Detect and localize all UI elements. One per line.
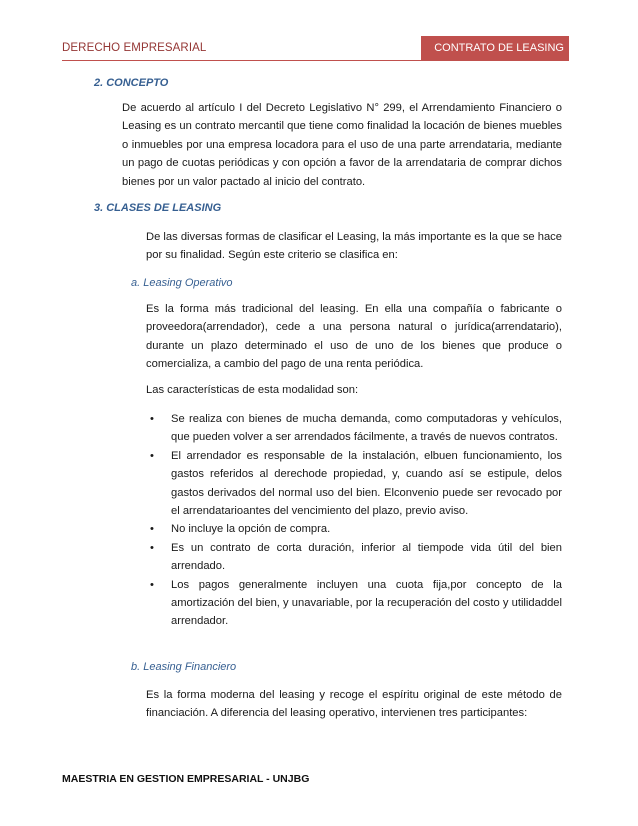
caracteristicas-list [146, 410, 562, 631]
header-left-title: DERECHO EMPRESARIAL [62, 42, 207, 54]
concepto-paragraph: De acuerdo al artículo I del Decreto Legislativo N° 299, el Arrendamiento Financiero o Leasing es un contrato mercantil que tiene como finalidad la locación de bienes muebles o inmuebles por una empresa locadora para el uso de una parte arrendataria, mediante un pago de cuotas periódicas y con opción a favor de la arrendataria de comprar dichos bienes por un valor pactado al inicio del contrato. [122, 102, 562, 188]
financiero-paragraph: Es la forma moderna del leasing y recoge el espíritu original de este método de financiación. A diferencia del leasing operativo, intervienen tres participantes: [146, 689, 562, 720]
subsection-title-leasing-financiero: b. Leasing Financiero [131, 661, 237, 673]
list-item-text: Es un contrato de corta duración, inferior al tiempode vida útil del bien arrendado. [171, 541, 562, 573]
bullet-icon: • [150, 523, 154, 536]
bullet-icon: • [150, 449, 154, 462]
section-title-concepto: 2. CONCEPTO [94, 77, 169, 89]
header-divider [62, 60, 569, 61]
list-item-text: El arrendador es responsable de la instalación, elbuen funcionamiento, los gastos referidos al derechode propiedad, y, cuando así se estipule, delos gastos derivados del normal uso del bien. Elconvenio puede ser revocado por el arrendatarioantes del vencimiento del plazo, previo aviso. [171, 449, 562, 518]
list-item-text: Los pagos generalmente incluyen una cuota fija,por concepto de la amortización del bien, y unavariable, por la recuperación del costo y utilidaddel arrendador. [171, 578, 562, 628]
bullet-icon: • [150, 541, 154, 554]
section-title-clases: 3. CLASES DE LEASING [94, 202, 222, 214]
list-item [146, 576, 562, 631]
operativo-paragraph: Es la forma más tradicional del leasing. En ella una compañía o fabricante o proveedora(arrendador), cede a una persona natural o jurídica(arrendatario), durante un plazo determinado el uso de uno de los bienes que produce o comercializa, a cambio del pago de una renta periódica. [146, 303, 562, 371]
footer-text: MAESTRIA EN GESTION EMPRESARIAL - UNJBG [62, 773, 310, 785]
list-item [146, 520, 562, 538]
list-item [146, 447, 562, 521]
list-item-text: Se realiza con bienes de mucha demanda, como computadoras y vehículos, que pueden volver a ser arrendados fácilmente, a través de nuevos contratos. [171, 413, 562, 444]
bullet-icon: • [150, 413, 154, 425]
subsection-title-leasing-operativo: a. Leasing Operativo [131, 277, 233, 289]
list-item [146, 410, 562, 447]
header-right-title: CONTRATO DE LEASING [421, 36, 569, 60]
list-item-text: No incluye la opción de compra. [171, 523, 331, 536]
clases-intro-paragraph: De las diversas formas de clasificar el Leasing, la más importante es la que se hace por su finalidad. Según este criterio se clasifica en: [146, 231, 563, 262]
caracteristicas-label: Las características de esta modalidad son: [146, 384, 359, 396]
bullet-icon: • [150, 578, 154, 591]
list-item [146, 539, 562, 576]
